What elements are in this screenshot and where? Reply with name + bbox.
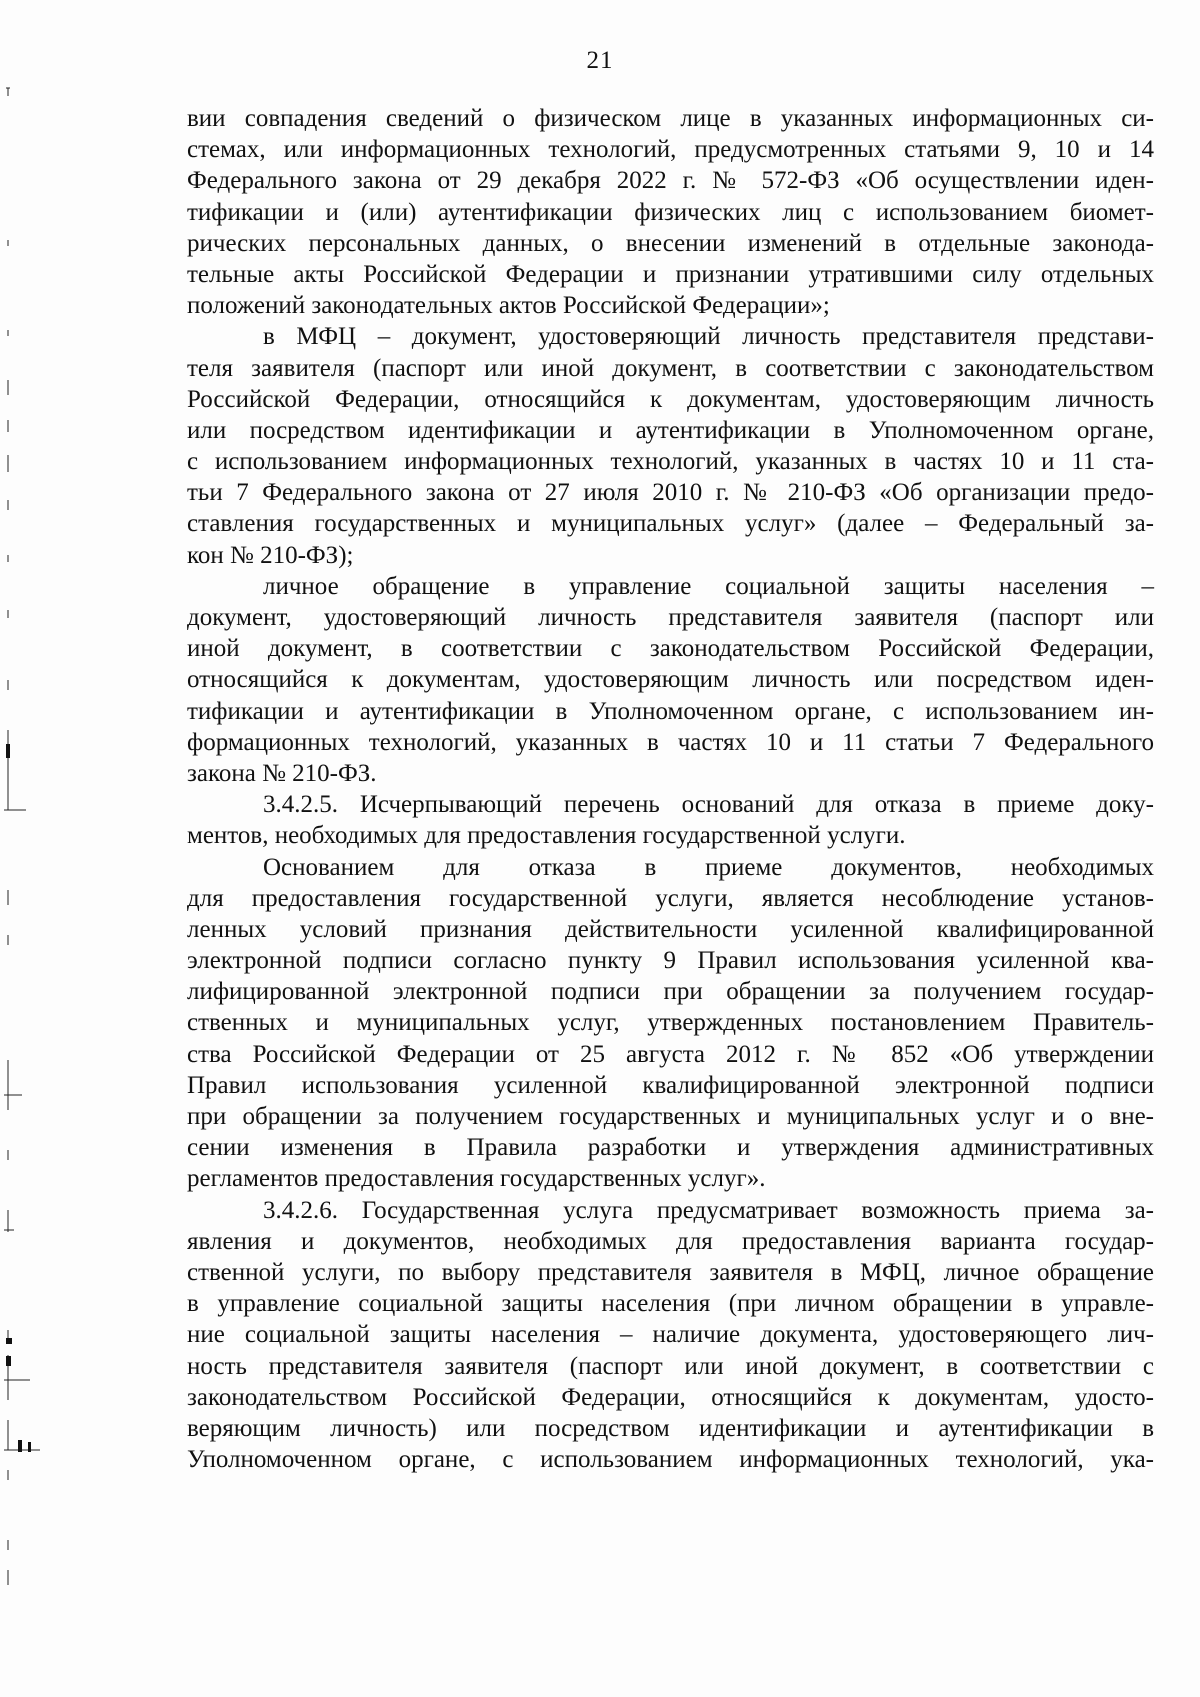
text-line: тификации и аутентификации в Уполномоченном органе, с использованием ин- (187, 697, 1154, 725)
text-line: в МФЦ – документ, удостоверяющий личность представителя представи- (263, 323, 1154, 351)
text-line: ленных условий признания действительности усиленной квалифицированной (187, 915, 1154, 943)
text-line: тельные акты Российской Федерации и признании утратившими силу отдельных (187, 260, 1154, 288)
text-line: личное обращение в управление социальной защиты населения – (263, 572, 1154, 600)
document-body (187, 103, 1154, 1475)
text-line: Правил использования усиленной квалифицированной электронной подписи (187, 1071, 1154, 1099)
text-line: теля заявителя (паспорт или иной документ, в соответствии с законодательством (187, 354, 1154, 382)
text-line: 3.4.2.5. Исчерпывающий перечень оснований для отказа в приеме доку- (263, 791, 1154, 819)
text-line: лифицированной электронной подписи при обращении за получением государ- (187, 978, 1154, 1006)
paragraph-biometrics-continuation (187, 103, 1154, 321)
text-line: тьи 7 Федерального закона от 27 июля 2010 г. № 210-ФЗ «Об организации предо- (187, 479, 1154, 507)
text-line: регламентов предоставления государственных услуг». (187, 1165, 766, 1193)
text-line: законодательством Российской Федерации, относящийся к документам, удосто- (187, 1383, 1154, 1411)
text-line: электронной подписи согласно пункту 9 Правил использования усиленной ква- (187, 947, 1154, 975)
paragraph-section-3-4-2-5 (187, 789, 1154, 851)
text-line: иной документ, в соответствии с законодательством Российской Федерации, (187, 635, 1154, 663)
paragraph-mfc-document (187, 321, 1154, 571)
text-line: при обращении за получением государственных и муниципальных услуг и о вне- (187, 1103, 1154, 1130)
text-line: в управление социальной защиты населения (при личном обращении в управле- (187, 1290, 1154, 1318)
text-line: для предоставления государственной услуги, является несоблюдение установ- (187, 884, 1154, 912)
paragraph-refusal-grounds (187, 852, 1154, 1195)
text-line: 3.4.2.6. Государственная услуга предусматривает возможность приема за- (263, 1196, 1154, 1224)
text-line: закона № 210-ФЗ. (187, 759, 377, 787)
text-line: рических персональных данных, о внесении изменений в отдельные законода- (187, 229, 1154, 257)
paragraph-section-3-4-2-6 (187, 1195, 1154, 1476)
text-line: ставления государственных и муниципальных услуг» (далее – Федеральный за- (187, 510, 1154, 538)
text-line: кон № 210-ФЗ); (187, 541, 354, 569)
text-line: вии совпадения сведений о физическом лице в указанных информационных си- (187, 105, 1154, 132)
text-line: ментов, необходимых для предоставления государственной услуги. (187, 822, 906, 850)
text-line: веряющим личность) или посредством идентификации и аутентификации в (187, 1414, 1154, 1442)
text-line: Российской Федерации, относящийся к документам, удостоверяющим личность (187, 385, 1154, 413)
text-line: ства Российской Федерации от 25 августа 2012 г. № 852 «Об утверждении (187, 1040, 1154, 1068)
text-line: ственных и муниципальных услуг, утвержденных постановлением Правитель- (187, 1009, 1154, 1037)
text-line: относящийся к документам, удостоверяющим личность или посредством иден- (187, 666, 1154, 694)
text-line: документ, удостоверяющий личность представителя заявителя (паспорт или (187, 604, 1154, 631)
text-line: Уполномоченном органе, с использованием информационных технологий, ука- (187, 1446, 1154, 1474)
page-number: 21 (586, 47, 614, 74)
text-line: формационных технологий, указанных в частях 10 и 11 статьи 7 Федерального (187, 728, 1154, 756)
text-line: положений законодательных актов Российской Федерации»; (187, 292, 830, 320)
text-line: Федерального закона от 29 декабря 2022 г. № 572-ФЗ «Об осуществлении иден- (187, 167, 1154, 195)
text-line: ние социальной защиты населения – наличие документа, удостоверяющего лич- (187, 1321, 1154, 1349)
text-line: явления и документов, необходимых для предоставления варианта государ- (187, 1227, 1154, 1255)
text-line: Основанием для отказа в приеме документов, необходимых (263, 853, 1154, 881)
text-line: или посредством идентификации и аутентификации в Уполномоченном органе, (187, 416, 1154, 444)
paragraph-personal-appeal (187, 571, 1154, 789)
text-line: сении изменения в Правила разработки и утверждения административных (187, 1134, 1154, 1162)
text-line: стемах, или информационных технологий, предусмотренных статьями 9, 10 и 14 (187, 136, 1154, 164)
text-line: тификации и (или) аутентификации физических лиц с использованием биомет- (187, 198, 1154, 226)
text-line: ность представителя заявителя (паспорт или иной документ, в соответствии с (187, 1352, 1154, 1380)
text-line: с использованием информационных технологий, указанных в частях 10 и 11 ста- (187, 448, 1154, 476)
scan-margin-marks (0, 0, 60, 1697)
text-line: ственной услуги, по выбору представителя заявителя в МФЦ, личное обращение (187, 1258, 1154, 1286)
